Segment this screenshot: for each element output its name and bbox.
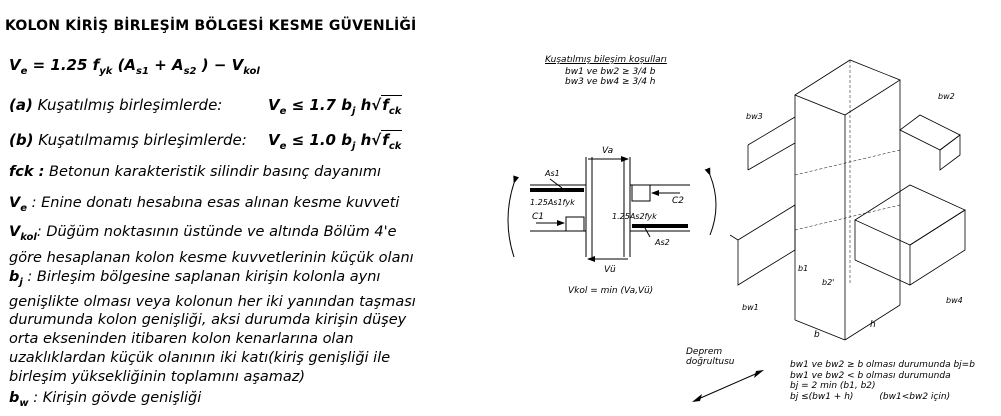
note-2: bw1 ve bw2 < b olması durumunda [790,370,951,381]
case-b-line: (b) Kuşatılmamış birleşimlerde: [9,131,247,149]
as2-leader [645,228,650,237]
as1-bar [530,188,584,192]
c1-block [566,217,584,231]
as1-label: As1 [545,169,560,178]
def-vkol: $V_{kol}$: Düğüm noktasının üstünde ve altında Bölüm 4'e göre hesaplanan kolon kesme kuvvetlerinin küçük olanı [9,224,414,266]
column-solid [795,60,900,340]
vkol-label: Vkol = min (Va,Vü) [568,286,654,296]
joint-diagram [500,135,730,305]
note-3: bj = 2 min (b1, b2) [790,381,876,391]
hidden-lines [795,60,900,285]
def-fck: fck : Betonun karakteristik silindir basınç dayanımı [9,164,382,180]
conditions-line-1: bw1 ve bw2 ≥ 3/4 b [565,67,656,77]
def-ve: $V_e$ : Enine donatı hesabına esas alınan kesme kuvveti [9,195,400,214]
c2-block [632,185,650,201]
main-formula: $V_e = 1.25$ $f_{yk}$ ($A_{s1} + A_{s2}$ ) − $V_{kol}$ [9,56,260,77]
b-dim-label: b [814,330,820,340]
bw4-label: bw4 [946,296,963,305]
as1-leader [550,179,562,188]
earthquake-label-line-1: Deprem [686,347,723,357]
vu-label: Vü [604,265,616,275]
note-5: (bw1<bw2 için) [879,391,951,402]
c2-label: C2 [672,196,685,206]
note-1: bw1 ve bw2 ≥ b olması durumunda bj=b [790,360,975,370]
as2-bar [632,224,688,228]
def-bj: $b_j$ : Birleşim bölgesine saplanan kirişin kolonla aynı genişlikte olması veya kolonun her iki yanından taşması durumunda kolon genişliği, aksi durumda kirişin düşey orta ekseninden itibaren kolon kenarlarına olan uzaklıklardan küçük olanının iki katı(kiriş genişliği ile birleşim yüksekliğinin toplamını aşamaz) [9,269,416,385]
page-title: KOLON KİRİŞ BİRLEŞİM BÖLGESİ KESME GÜVENLİĞİ [5,18,417,34]
earthquake-arrow [688,366,768,406]
as2-label: As2 [655,238,670,247]
bw2-label: bw2 [938,92,955,101]
h-dim-label: h [870,320,876,330]
earthquake-label [686,347,734,367]
def-bw: $b_w$ : Kirişin gövde genişliği [9,390,202,409]
beam-solids [730,115,965,285]
rotation-arrow-left [508,183,514,257]
earthquake-label-line-2: doğrultusu [686,357,735,367]
case-a-line: (a) Kuşatılmış birleşimlerde: [9,96,223,114]
conditions-line-2: bw3 ve bw4 ≥ 3/4 h [565,77,656,87]
c1-label: C1 [532,212,545,222]
case-a-formula: $V_e \le 1.7$ $b_j$ $h√f_{ck}$ [268,96,402,117]
b2-label: b2' [822,278,835,287]
b1-label: b1 [798,264,809,273]
force-1-label: 1.25As1fyk [530,198,575,207]
isometric-joint [700,55,1000,345]
bw1-label: bw1 [742,303,759,312]
force-2-label: 1.25As2fyk [612,212,657,221]
note-4: bj ≤(bw1 + h) [790,391,854,402]
conditions [545,55,667,87]
conditions-heading: Kuşatılmış bileşim koşulları [545,55,667,65]
notes [790,360,975,402]
va-label: Va [602,146,614,156]
note-4-row [790,392,975,403]
bw3-label: bw3 [746,112,763,121]
case-b-formula: $V_e \le 1.0$ $b_j$ $h√f_{ck}$ [268,131,402,152]
